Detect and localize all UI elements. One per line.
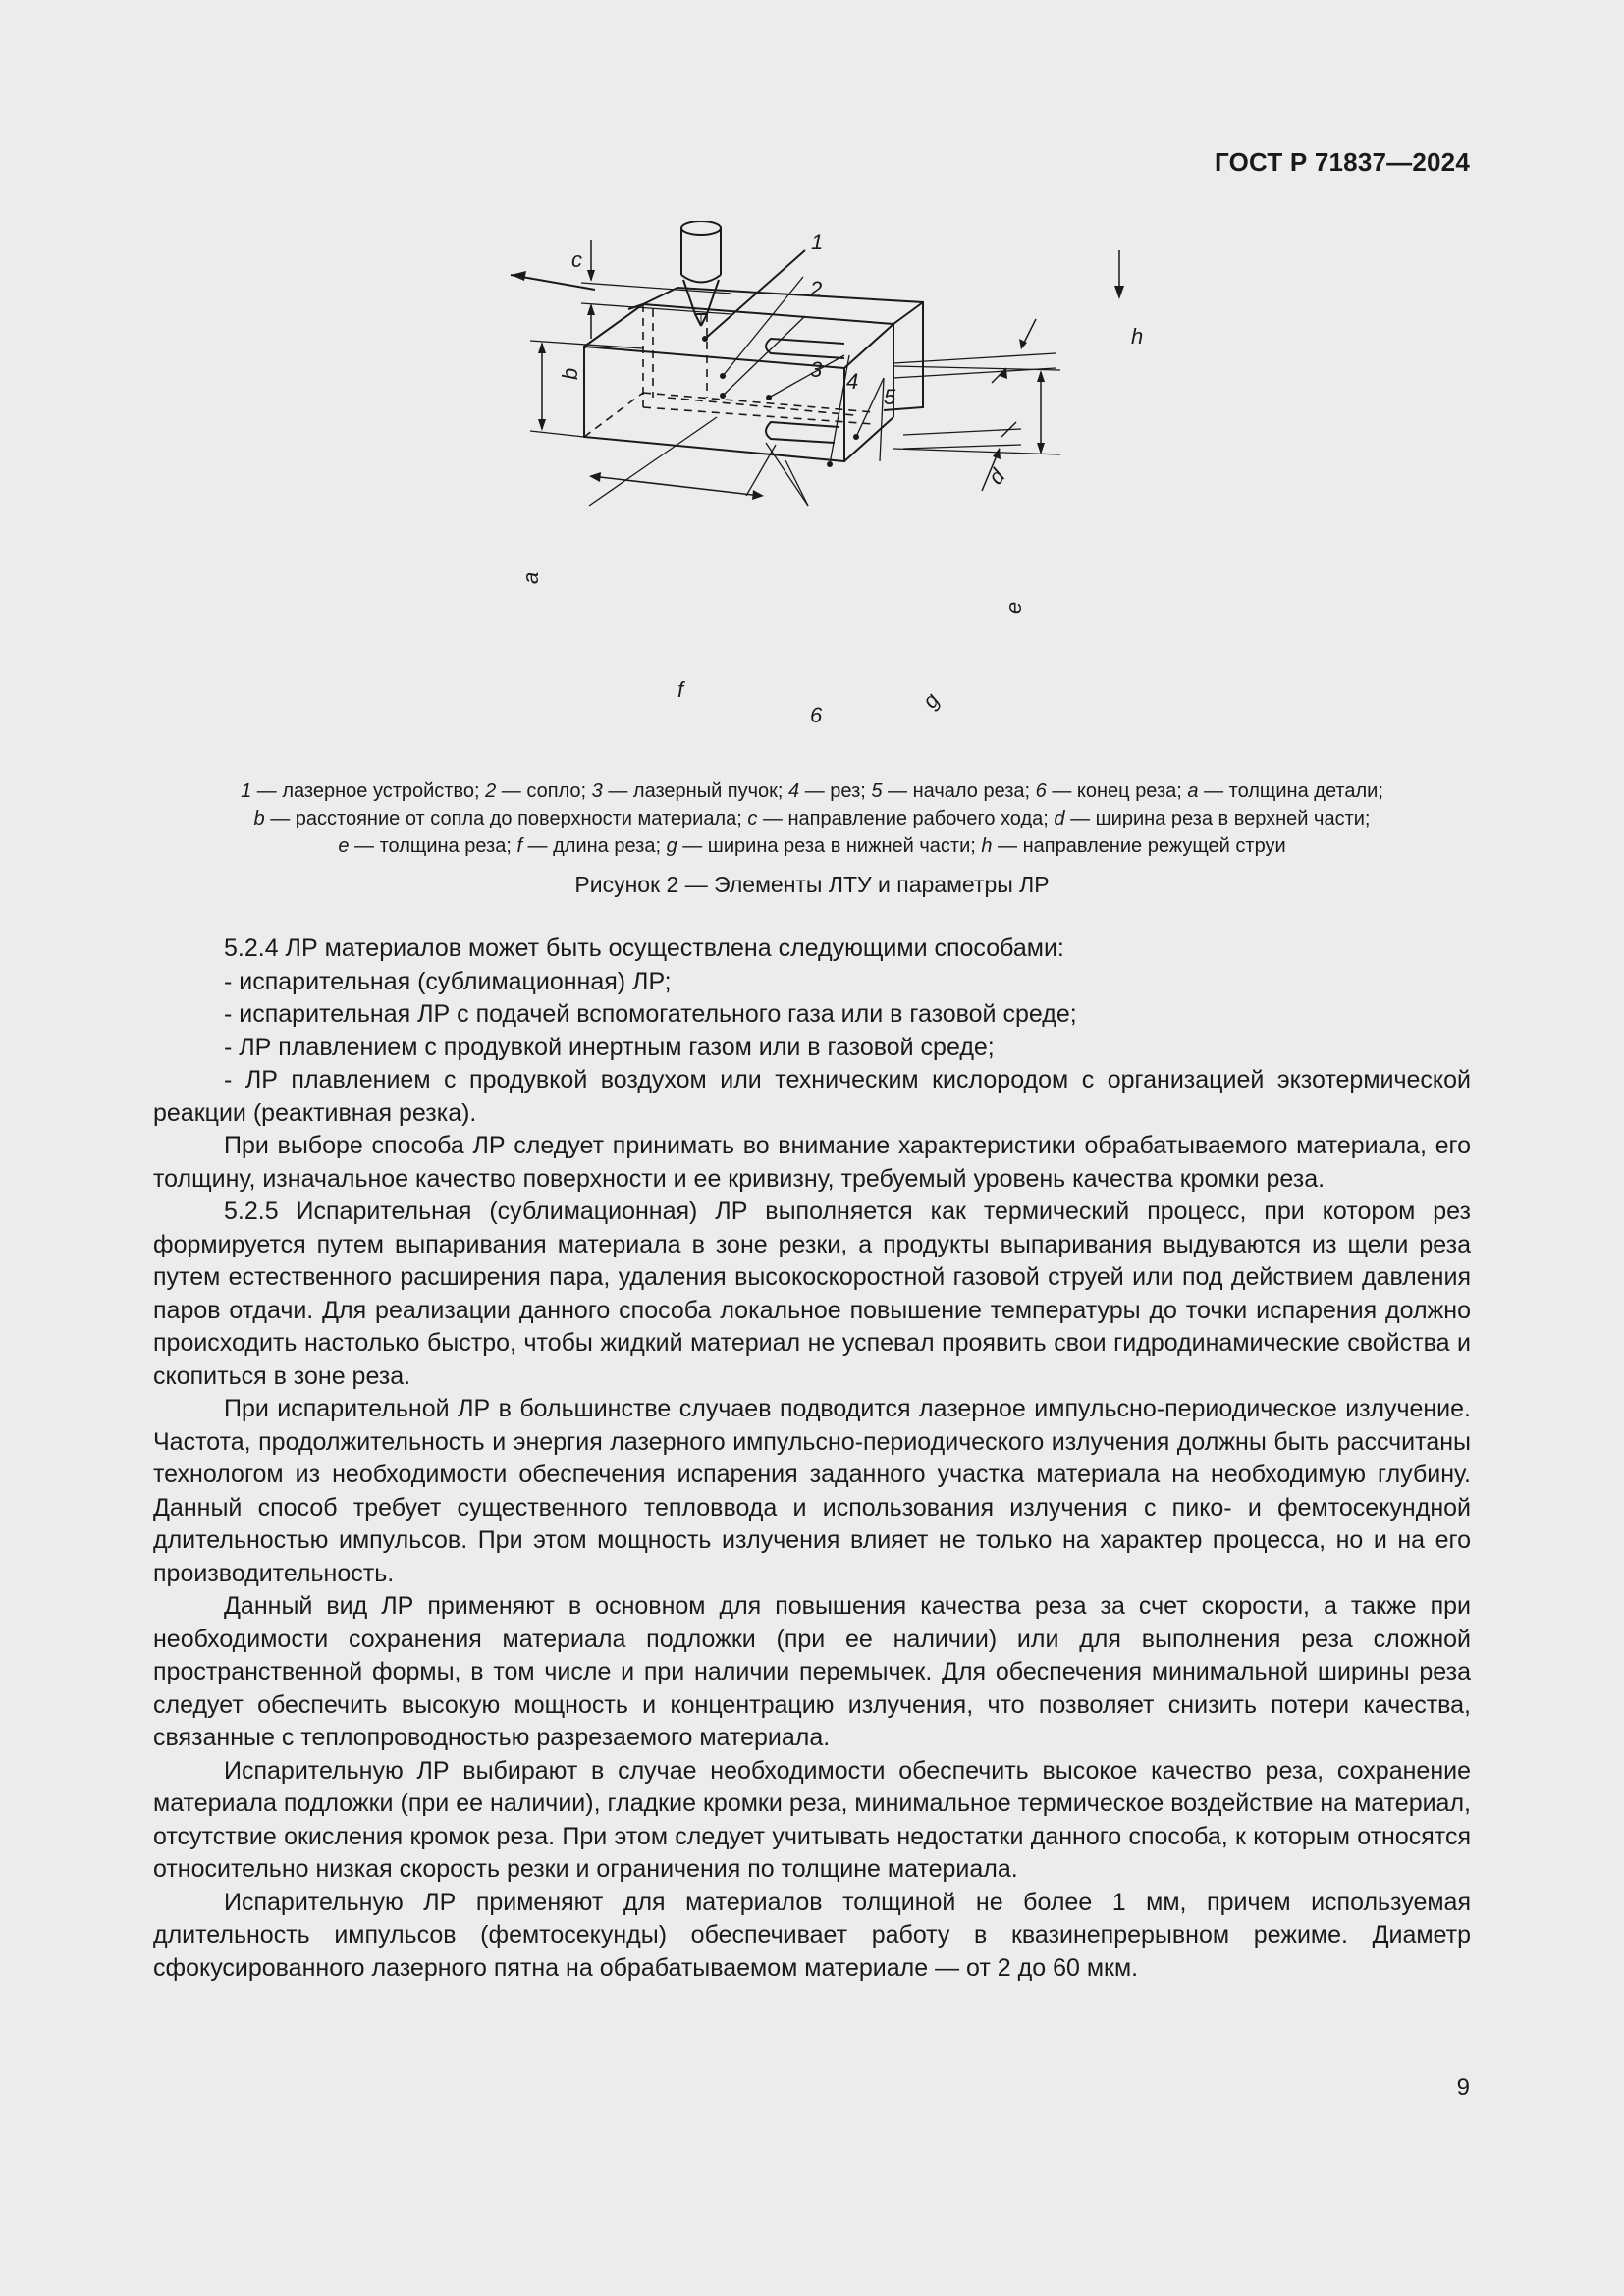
legend-item: 5 — начало реза; [871, 780, 1036, 802]
legend-item: b — расстояние от сопла до поверхности материала; [253, 808, 748, 829]
paragraph: При выборе способа ЛР следует принимать во внимание характеристики обрабатываемого материала, его толщину, изначальное качество поверхности и ее кривизну, требуемый уровень качества кромки реза. [153, 1132, 1471, 1193]
figure-caption: Рисунок 2 — Элементы ЛТУ и параметры ЛР [574, 872, 1050, 897]
label-h: h [1131, 324, 1144, 348]
label-b: b [558, 367, 582, 380]
list-item: - ЛР плавлением с продувкой инертным газом или в газовой среде; [224, 1033, 995, 1061]
legend-item: h — направление режущей струи [981, 835, 1286, 857]
figure-laser-cutting-diagram [471, 221, 1159, 751]
legend-item: 6 — конец реза; [1035, 780, 1188, 802]
legend-item: a — толщина детали; [1187, 780, 1383, 802]
legend-item: c — направление рабочего хода; [747, 808, 1055, 829]
label-d: d [983, 464, 1010, 490]
figure-legend [147, 777, 1477, 860]
list-item: - испарительная (сублимационная) ЛР; [224, 967, 672, 995]
legend-item: 1 — лазерное устройство; [241, 780, 486, 802]
cut-slot-bottom [766, 422, 839, 443]
paragraph: Данный вид ЛР применяют в основном для повышения качества реза за счет скорости, а также при необходимости сохранения материала подложки (при ее наличии) или для выполнения реза сложной пространственной формы, в том числе и при наличии перемычек. Для обеспечения минимальной ширины реза следует обеспечить высокую мощность и концентрацию излучения, что позволяет снизить потери качества, связанные с теплопроводностью разрезаемого материала. [153, 1592, 1471, 1751]
label-e: e [1001, 601, 1026, 614]
list-item: - ЛР плавлением с продувкой воздухом или техническим кислородом с организацией экзотермической реакции (реактивная резка). [153, 1066, 1471, 1127]
label-g: g [917, 688, 945, 714]
legend-item: 3 — лазерный пучок; [591, 780, 789, 802]
diagram-svg [471, 221, 1159, 751]
label-5: 5 [884, 385, 896, 409]
legend-item: d — ширина реза в верхней части; [1054, 808, 1371, 829]
body-text [153, 933, 1471, 1985]
cut-slot-top [766, 339, 844, 358]
paragraph: 5.2.4 ЛР материалов может быть осуществлена следующими способами: [224, 934, 1064, 962]
document-id-header: ГОСТ Р 71837—2024 [1215, 147, 1470, 177]
paragraph: Испарительную ЛР применяют для материалов толщиной не более 1 мм, причем используемая длительность импульсов (фемтосекунды) обеспечивает работу в квазинепрерывном режиме. Диаметр сфокусированного лазерного пятна на обрабатываемом материале — от 2 до 60 мкм. [153, 1888, 1471, 1982]
legend-item: 4 — рез; [788, 780, 872, 802]
legend-item: g — ширина реза в нижней части; [666, 835, 982, 857]
page-number: 9 [1456, 2074, 1470, 2101]
label-1: 1 [811, 230, 824, 254]
label-c: c [571, 247, 582, 272]
legend-item: f — длина реза; [516, 835, 667, 857]
list-item: - испарительная ЛР с подачей вспомогательного газа или в газовой среде; [224, 1000, 1077, 1028]
label-f: f [677, 677, 684, 702]
paragraph: При испарительной ЛР в большинстве случаев подводится лазерное импульсно-периодическое излучение. Частота, продолжительность и энергия лазерного импульсно-периодического излучения должны быть рассчитаны технологом из необходимости обеспечения испарения заданного участка материала на необходимую глубину. Данный способ требует существенного тепловвода и использования излучения с пико- и фемтосекундной длительностью импульсов. При этом мощность излучения влияет не только на характер процесса, но и на его производительность. [153, 1395, 1471, 1587]
label-6: 6 [810, 703, 823, 727]
legend-item: e — толщина реза; [338, 835, 517, 857]
label-4: 4 [846, 369, 859, 394]
legend-item: 2 — сопло; [485, 780, 592, 802]
paragraph: Испарительную ЛР выбирают в случае необходимости обеспечить высокое качество реза, сохранение материала подложки (при ее наличии), гладкие кромки реза, минимальное термическое воздействие на материал, отсутствие окисления кромок реза. При этом следует учитывать недостатки данного способа, к которым относятся относительно низкая скорость резки и ограничения по толщине материала. [153, 1756, 1471, 1883]
laser-device [681, 221, 721, 235]
paragraph: 5.2.5 Испарительная (сублимационная) ЛР выполняется как термический процесс, при котором рез формируется путем выпаривания материала в зоне резки, а продукты выпаривания выдуваются из щели реза путем естественного расширения пара, удаления высокоскоростной газовой струей или под действием давления паров отдачи. Для реализации данного способа локальное повышение температуры до точки испарения должно происходить настолько быстро, чтобы жидкий материал не успевал проявить свои гидродинамические свойства и скопиться в зоне реза. [153, 1198, 1471, 1390]
label-2: 2 [810, 277, 823, 301]
label-3: 3 [810, 357, 823, 382]
label-a: a [518, 571, 543, 584]
